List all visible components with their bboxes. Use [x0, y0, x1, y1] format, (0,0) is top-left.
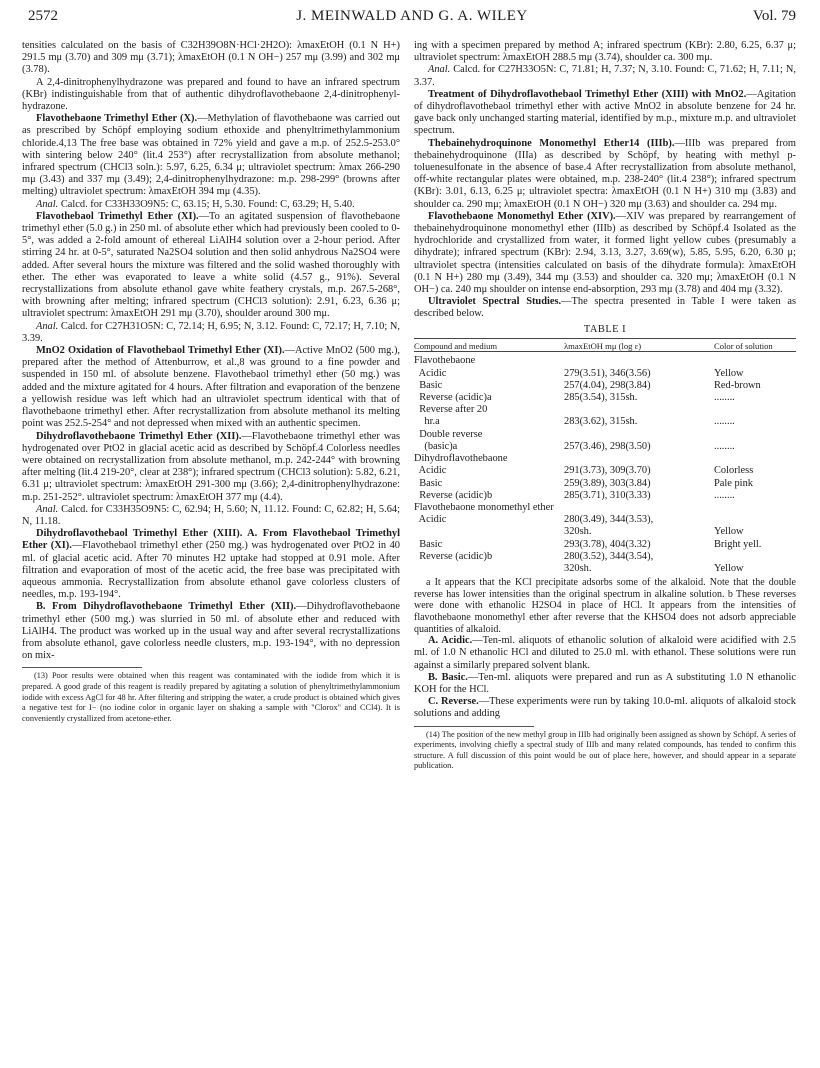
table-row	[414, 392, 796, 404]
table-row	[414, 429, 796, 441]
table-row	[414, 380, 796, 392]
table-cell-color: Pale pink	[714, 477, 753, 489]
paragraph-text: —To an agitated suspension of flavothebaone trimethyl ether (5.0 g.) in 250 ml. of absolute ether which had previously been cooled to 0-5°, was added a 2-fold amount of ethereal LiAlH4 solution over a 2-hour period. After stirring 24 hr. at 0-5°, saturated Na2SO4 solution and then solid anhydrous Na2SO4 were added. After several hours the mixture was filtered and the solid washed thoroughly with ether. The ether was evaporated to leave a white solid (4.57 g., 91%). Several recrystallizations from absolute ethanol gave white feathery crystals, m.p. 267.5-268°, with browning after melting; infrared spectrum (CHCl3 solution): 2.91, 6.23, 6.36 μ; ultraviolet spectrum: λmaxEtOH 291 mμ (3.70), shoulder around 300 mμ.	[22, 210, 400, 320]
table-row	[414, 441, 796, 453]
paragraph-text: —Methylation of flavothebaone was carried out as prescribed by Schöpf employing sodium ethoxide and phenyltrimethylammonium chloride.4,13 The free base was obtained in 72% yield and gave a m.p. of 252.5-253.0° with sintering below 240° (lit.4 253°) after recrystallization from absolute methanol; infrared spectrum (CHCl3 soln.): 5.97, 6.25, 6.34 μ; ultraviolet spectrum: λmax 266-290 mμ (3.43) and 337 mμ (3.49); 2,4-dinitrophenylhydrazone: m.p. 298-299° (browns after melting) ultraviolet spectrum: λmaxEtOH 394 mμ (4.35).	[22, 113, 400, 198]
table-row	[414, 526, 796, 538]
table-cell-color: Yellow	[714, 367, 744, 379]
table-cell-compound: Reverse (acidic)a	[414, 392, 492, 404]
table-cell-compound	[414, 563, 564, 575]
table-cell-lambda: 259(3.89), 303(3.84)	[564, 477, 651, 489]
section-heading: Flavothebaone Trimethyl Ether (X).	[36, 113, 198, 125]
section-heading: Ultraviolet Spectral Studies.	[428, 296, 562, 308]
paragraph-text: —Agitation of dihydroflavothebaol trimethyl ether with active MnO2 in absolute benzene for 24 hr. gave back only unchanged starting material, identified by m.p., mixture m.p. and ultraviolet spectrum.	[414, 88, 796, 137]
section-heading: A. Acidic.	[428, 635, 473, 647]
table-cell-lambda: 280(3.52), 344(3.54),	[564, 550, 654, 562]
table-row	[414, 514, 796, 526]
table-row	[414, 551, 796, 563]
table-cell-compound: (basic)a	[414, 440, 458, 452]
table-row	[414, 368, 796, 380]
spectra-table	[414, 338, 796, 575]
table-cell-color: ........	[714, 416, 735, 428]
table-cell-lambda: 320sh.	[564, 562, 592, 574]
table-cell-color: ........	[714, 392, 735, 404]
paragraph-text: —XIV was prepared by rearrangement of thebainehydroquinone monomethyl ether (IIIb) as described by Schöpf.4 Isolated as the hydrochloride and crystallized from water, it formed light yellow cubes (presumably a dihydrate); infrared spectrum (KBr): 2.94, 3.13, 3.27, 3.69(w), 5.85, 5.95, 6.20, 6.30 μ; ultraviolet spectra (intensities calculated on basis of the dihydrate formula): λmaxEtOH (0.1 N H+) 280 mμ (3.49), 344 mμ (3.53) and shoulder ca. 320 mμ; λmaxEtOH (0.1 N OH−) ca. 240 mμ shoulder on intense end-absorption, 293 mμ (3.78) and 404 mμ (3.32).	[414, 210, 796, 296]
table-cell-compound: Dihydroflavothebaone	[414, 453, 508, 465]
table-footnote: a It appears that the KCl precipitate adsorbs some of the alkaloid. Note that the double reverse has lower intensities than the original spectrum in alkaline solution. b These reverses were done with ethanolic H2SO4 in place of HCl. It appears from the intensities of flavothebaone monomethyl ether after reverse that the KHSO4 does not adsorb appreciable quantities of alkaloid.	[414, 577, 796, 635]
table-cell-lambda	[564, 404, 714, 416]
section-heading: C. Reverse.	[428, 696, 479, 708]
table-row	[414, 502, 796, 514]
paragraph	[22, 601, 400, 662]
paragraph-text: —Dihydroflavothebaone trimethyl ether (500 mg.) was slurried in 50 ml. of absolute ether and reduced with LiAlH4. The product was worked up in the usual way and after several recrystallizations from absolute ethanol, gave colorless needle clusters, m.p. 193-194°, with no depression on mix-	[22, 601, 400, 662]
table-cell-color	[714, 429, 796, 441]
table-cell-color	[714, 404, 796, 416]
table-cell-lambda	[564, 502, 714, 514]
table-row	[414, 355, 796, 367]
volume-label: Vol. 79	[752, 8, 796, 24]
table-cell-lambda: 291(3.73), 309(3.70)	[564, 465, 651, 477]
table-title: TABLE I	[583, 323, 627, 335]
right-column	[414, 40, 796, 772]
table-cell-compound: Double reverse	[414, 428, 483, 440]
table-cell-color	[714, 453, 796, 465]
table-cell-lambda	[564, 453, 714, 465]
paragraph	[414, 138, 796, 211]
paragraph	[414, 296, 796, 320]
paragraph: tensities calculated on the basis of C32H39O8N·HCl·2H2O): λmaxEtOH (0.1 N H+) 291.5 mμ (3.70) and 309 mμ (3.71); λmaxEtOH (0.1 N OH−) 257 mμ (3.99) and 302 mμ (3.78).	[22, 40, 400, 76]
table-cell-compound: Reverse (acidic)b	[414, 550, 493, 562]
paragraph-text: —Flavothebaol trimethyl ether (250 mg.) was hydrogenated over PtO2 in 40 ml. of glacial acetic acid. After 70 minutes H2 uptake had stopped at 0.91 mole. After filtration and evaporation of most of the acetic acid, the free base was precipitated with aqueous ammonia. Recrystallization from absolute ethanol gave colorless clusters of needles, m.p. 193-194°.	[22, 540, 400, 601]
paragraph: ing with a specimen prepared by method A; infrared spectrum (KBr): 2.80, 6.25, 6.37 μ; ultraviolet spectrum: λmaxEtOH 288.5 mμ (3.74), shoulder ca. 300 mμ.	[414, 40, 796, 64]
table-cell-lambda: 320sh.	[564, 526, 592, 538]
anal-label: Anal.	[428, 64, 451, 76]
paragraph-text: Calcd. for C33H35O9N5: C, 62.94; H, 5.60; N, 11.12. Found: C, 62.82; H, 5.64; N, 11.18.	[22, 503, 400, 527]
table-cell-lambda	[564, 355, 714, 367]
table-cell-compound: Acidic	[414, 367, 447, 379]
paragraph-text: —These experiments were run by taking 10.0-ml. aliquots of alkaloid stock solutions and adding	[414, 696, 796, 720]
paragraph-text: —IIIb was prepared from thebainehydroquinone (IIIa) as described by Schöpf, by heating with methyl p-toluenesulfonate in the absence of base.4 After recrystallization from absolute methanol, off-white rectangular plates were obtained, m.p. 238-240° (lit.4 238°); infrared spectrum (KBr): 3.01, 6.13, 6.25 μ; ultraviolet spectra: λmaxEtOH (0.1 N H+) 310 mμ (3.83) and shoulder ca. 290 mμ; λmaxEtOH (0.1 N OH−) 320 mμ (3.63) and shoulder ca. 294 mμ.	[414, 137, 796, 210]
table-cell-color: Bright yell.	[714, 538, 762, 550]
table-header-lambda: λmaxEtOH mμ (log ε)	[564, 340, 642, 351]
paragraph	[22, 528, 400, 601]
anal-label: Anal.	[36, 503, 59, 515]
table-cell-compound: Reverse after 20	[414, 404, 488, 416]
table-header-row	[414, 342, 796, 352]
table-cell-compound	[414, 526, 564, 538]
page-number: 2572	[28, 8, 58, 24]
table-cell-color	[714, 514, 796, 526]
footnote-rule	[22, 667, 142, 668]
section-heading: B. From Dihydroflavothebaone Trimethyl Ether (XII).	[36, 601, 297, 613]
paragraph	[414, 89, 796, 138]
table-cell-lambda: 293(3.78), 404(3.32)	[564, 538, 651, 550]
table-header-compound: Compound and medium	[414, 340, 498, 351]
paragraph	[22, 199, 400, 211]
section-heading: Thebainehydroquinone Monomethyl Ether14 (IIIb).	[428, 137, 675, 149]
section-heading: Dihydroflavothebaone Trimethyl Ether (XII).	[36, 430, 242, 442]
footnote-rule	[414, 726, 534, 727]
table-cell-lambda	[564, 429, 714, 441]
section-heading: Flavothebaol Trimethyl Ether (XI).	[36, 210, 199, 222]
anal-label: Anal.	[36, 320, 59, 332]
table-cell-compound: Flavothebaone	[414, 355, 476, 367]
table-cell-compound: Acidic	[414, 465, 447, 477]
paragraph-text: Calcd. for C27H33O5N: C, 71.81; H, 7.37; N, 3.10. Found: C, 71.62; H, 7.11; N, 3.37.	[414, 64, 796, 88]
table-row	[414, 404, 796, 416]
left-column	[22, 40, 400, 724]
table-cell-lambda: 285(3.54), 315sh.	[564, 392, 638, 404]
table-cell-lambda: 285(3.71), 310(3.33)	[564, 489, 651, 501]
table-row	[414, 539, 796, 551]
section-heading: MnO2 Oxidation of Flavothebaol Trimethyl Ether (XI).	[36, 345, 285, 357]
table-cell-color	[714, 355, 796, 367]
table-row	[414, 490, 796, 502]
footnote-13: (13) Poor results were obtained when this reagent was contaminated with the iodide from which it is prepared. A good grade of this reagent is readily prepared by agitating a solution of phenyltrimethylammonium iodide with excess AgCl for 48 hr. After filtering and stripping the water, a crude product is obtained which gives a negative test for I− (no iodine color in organic layer on shaking a sample with "Clorox" and CCl4). It is conveniently crystallized from acetone-ether.	[22, 671, 400, 723]
paragraph	[22, 504, 400, 528]
table-cell-lambda: 280(3.49), 344(3.53),	[564, 514, 654, 526]
paragraph	[414, 672, 796, 696]
table-cell-lambda: 279(3.51), 346(3.56)	[564, 367, 651, 379]
table-cell-compound: hr.a	[414, 416, 440, 428]
table-cell-color: ........	[714, 489, 735, 501]
running-authors: J. MEINWALD AND G. A. WILEY	[296, 8, 528, 24]
paragraph-text: —Ten-ml. aliquots of ethanolic solution of alkaloid were acidified with 2.5 ml. of 1.0 N ethanolic HCl and diluted to 25.0 ml. with ethanol. These solutions were run against a similarly prepared solvent blank.	[414, 635, 796, 671]
footnote-14: (14) The position of the new methyl group in IIIb had originally been assigned as shown by Schöpf. A series of experiments, involving chiefly a spectral study of IIIb and many related compounds, has tended to confirm this structure. A full discussion of this point would be out of place here, however, and should appear in a separate publication.	[414, 729, 796, 771]
section-heading: B. Basic.	[428, 671, 468, 683]
table-row	[414, 416, 796, 428]
paragraph	[22, 345, 400, 430]
section-heading: Treatment of Dihydroflavothebaol Trimethyl Ether (XIII) with MnO2.	[428, 88, 747, 100]
table-body	[414, 355, 796, 575]
paragraph	[414, 64, 796, 88]
paragraph-text: Calcd. for C33H33O9N5: C, 63.15; H, 5.30. Found: C, 63.29; H, 5.40.	[58, 198, 355, 210]
table-cell-color: Yellow	[714, 526, 744, 538]
table-cell-color: Colorless	[714, 465, 754, 477]
table-cell-compound: Reverse (acidic)b	[414, 489, 493, 501]
table-cell-lambda: 257(3.46), 298(3.50)	[564, 440, 651, 452]
table-cell-compound: Flavothebaone monomethyl ether	[414, 501, 554, 513]
paragraph-text: —The spectra presented in Table I were taken as described below.	[414, 296, 797, 320]
table-cell-compound: Basic	[414, 477, 443, 489]
table-cell-color	[714, 551, 796, 563]
running-header	[28, 8, 796, 30]
paragraph: A 2,4-dinitrophenylhydrazone was prepared and found to have an infrared spectrum (KBr) indistinguishable from that of authentic dihydroflavothebaone 2,4-dinitrophenyl-hydrazone.	[22, 76, 400, 113]
paragraph	[22, 431, 400, 504]
table-cell-lambda: 257(4.04), 298(3.84)	[564, 379, 651, 391]
paragraph-text: Calcd. for C27H31O5N: C, 72.14; H, 6.95; N, 3.12. Found: C, 72.17; H, 7.10; N, 3.39.	[22, 320, 400, 344]
paragraph	[22, 113, 400, 198]
table-cell-compound: Acidic	[414, 514, 447, 526]
table-row	[414, 453, 796, 465]
anal-label: Anal.	[36, 198, 59, 210]
table-cell-compound: Basic	[414, 379, 443, 391]
paragraph-text: —Active MnO2 (500 mg.), prepared after the method of Attenburrow, et al.,8 was ground to a fine powder and suspended in 150 ml. of absolute benzene. Flavothebaol trimethyl ether (50 mg.) was added and the mixture agitated for 4 hours. After filtration and evaporation of the benzene a yellowish residue was left which had an ultraviolet spectrum identical with that of flavothebaone trimethyl ether. After recrystallization from absolute methanol its melting point was 252.5-254° and not depressed when mixed with an authentic specimen.	[22, 345, 400, 430]
paragraph	[22, 211, 400, 321]
paragraph	[414, 635, 796, 672]
table-row	[414, 563, 796, 575]
paragraph-text: —Ten-ml. aliquots were prepared and run as A substituting 1.0 N ethanolic KOH for the HCl.	[414, 671, 796, 695]
table-cell-color: Red-brown	[714, 379, 761, 391]
table-cell-color: Yellow	[714, 562, 744, 574]
paragraph	[414, 696, 796, 720]
table-cell-compound: Basic	[414, 538, 443, 550]
table-cell-lambda: 283(3.62), 315sh.	[564, 416, 638, 428]
paragraph	[22, 321, 400, 345]
table-cell-color: ........	[714, 440, 735, 452]
paragraph-text: —Flavothebaone trimethyl ether was hydrogenated over PtO2 in glacial acetic acid as described by Schöpf.4 Colorless needles were obtained on recrystallization from absolute methanol, m.p. 242-244° with browning after melting (lit.4 219-20°, clear at 238°); infrared spectrum (CHCl3 solution): 5.82, 6.21, 6.31 μ; ultraviolet spectrum: λmaxEtOH 291-300 mμ (3.66); 2,4-dinitrophenylhydrazone: m.p. 251-252°. ultraviolet spectrum: λmaxEtOH 377 mμ (4.4).	[22, 430, 400, 503]
table-header-color: Color of solution	[714, 340, 773, 351]
section-heading: Flavothebaone Monomethyl Ether (XIV).	[428, 210, 616, 222]
table-row	[414, 478, 796, 490]
section-heading: Dihydroflavothebaol Trimethyl Ether (XIII). A. From Flavothebaol Trimethyl Ether (XI).	[22, 528, 400, 552]
paragraph	[414, 211, 796, 296]
table-row	[414, 465, 796, 477]
table-cell-color	[714, 502, 796, 514]
